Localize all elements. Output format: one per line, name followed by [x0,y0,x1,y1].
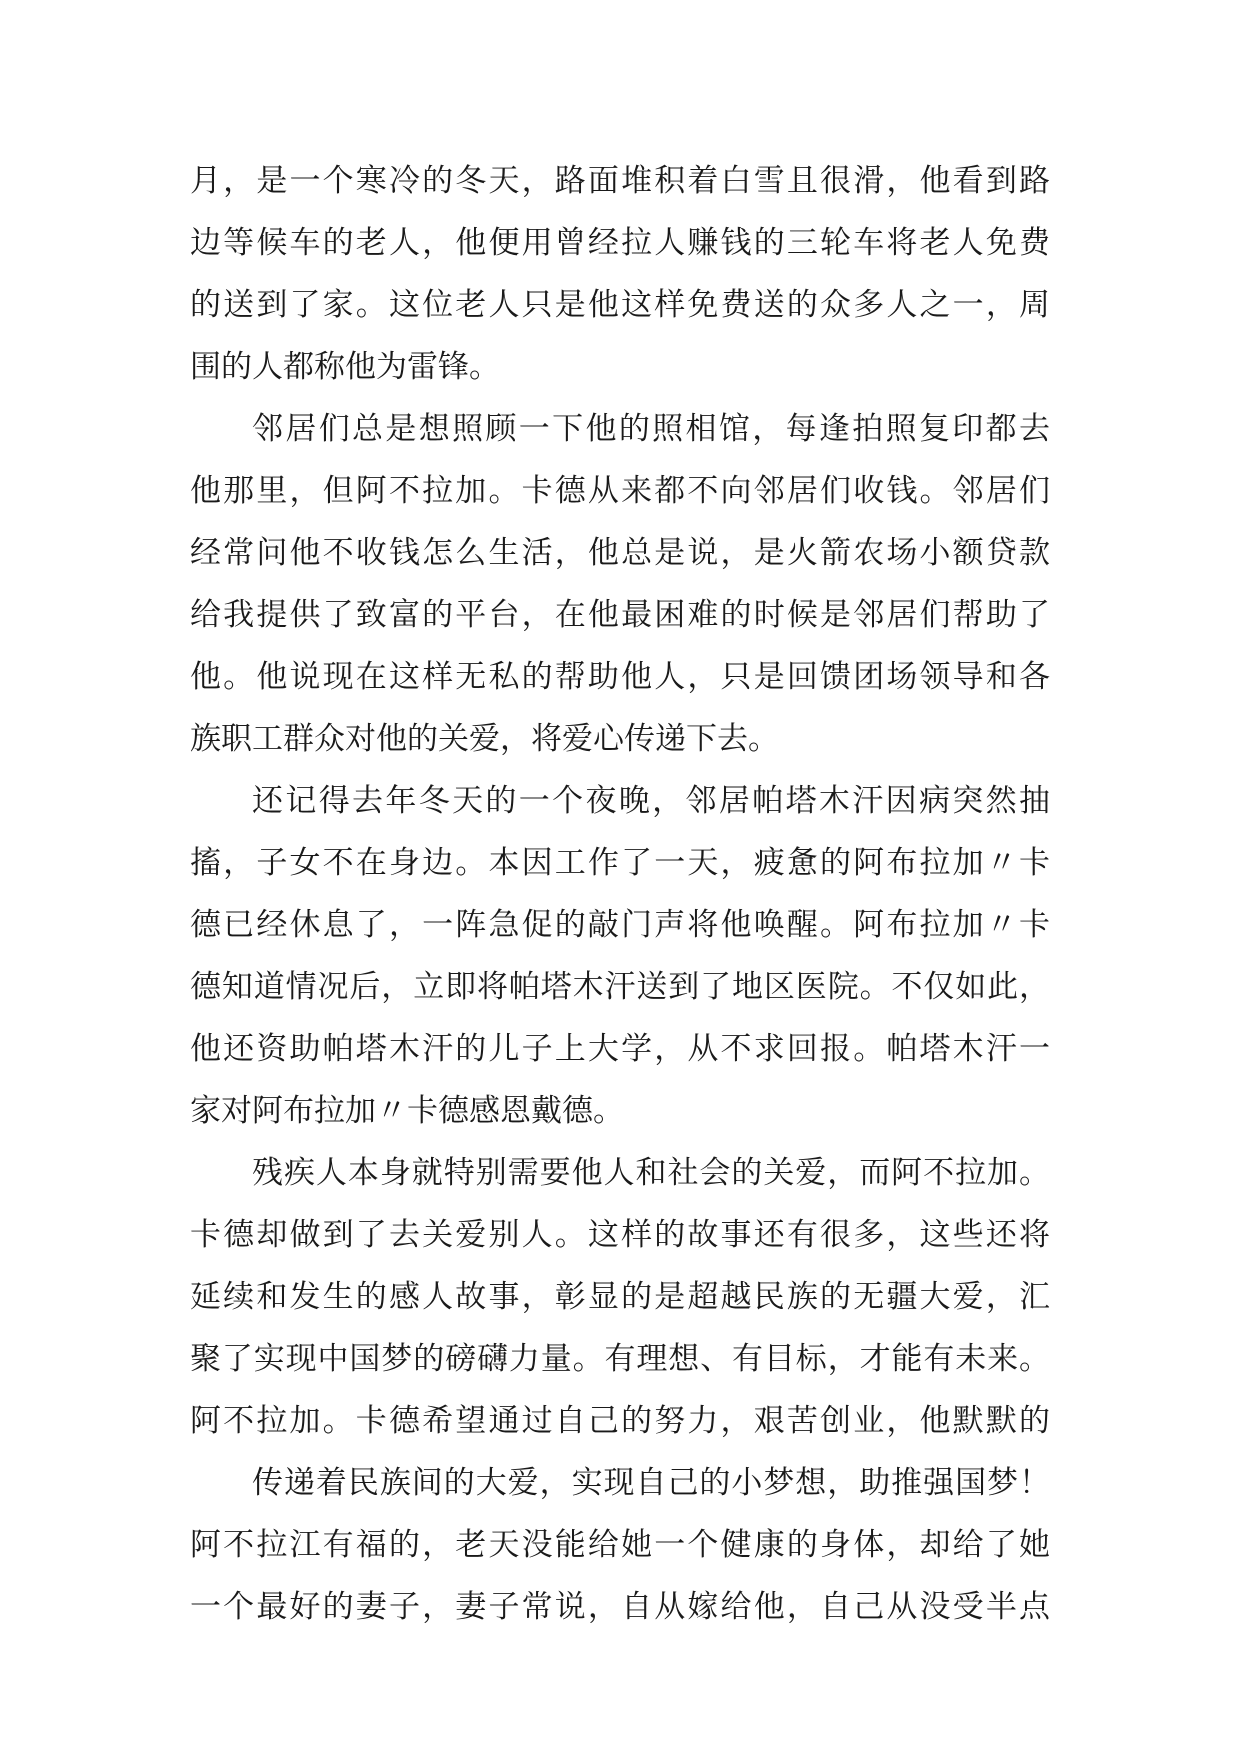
text-line: 延续和发生的感人故事，彰显的是超越民族的无疆大爱，汇 [190,1279,1050,1315]
paragraph-first-line: 邻居们总是想照顾一下他的照相馆，每逢拍照复印都去 [252,411,1050,447]
body-text [190,150,1050,1638]
text-line: 族职工群众对他的关爱，将爱心传递下去。 [190,721,779,757]
paragraph-first-line: 还记得去年冬天的一个夜晚，邻居帕塔木汗因病突然抽 [252,783,1050,819]
text-line: 的送到了家。这位老人只是他这样免费送的众多人之一，周 [190,287,1050,323]
text-line: 卡德却做到了去关爱别人。这样的故事还有很多，这些还将 [190,1217,1050,1253]
text-line: 给我提供了致富的平台，在他最困难的时候是邻居们帮助了 [190,597,1050,633]
paragraph-first-line: 传递着民族间的大爱，实现自己的小梦想，助推强国梦！ [252,1465,1050,1501]
text-line: 他那里，但阿不拉加。卡德从来都不向邻居们收钱。邻居们 [190,473,1050,509]
text-line: 月，是一个寒冷的冬天，路面堆积着白雪且很滑，他看到路 [190,163,1050,199]
text-line: 边等候车的老人，他便用曾经拉人赚钱的三轮车将老人免费 [190,225,1050,261]
text-line: 德知道情况后，立即将帕塔木汗送到了地区医院。不仅如此， [190,969,1050,1005]
text-line: 他还资助帕塔木汗的儿子上大学，从不求回报。帕塔木汗一 [190,1031,1050,1067]
text-line: 家对阿布拉加〃卡德感恩戴德。 [190,1093,624,1129]
text-line: 阿不拉加。卡德希望通过自己的努力，艰苦创业，他默默的 [190,1403,1050,1439]
text-line: 一个最好的妻子，妻子常说，自从嫁给他，自己从没受半点 [190,1589,1050,1625]
text-line: 围的人都称他为雷锋。 [190,349,500,385]
text-line: 阿不拉江有福的，老天没能给她一个健康的身体，却给了她 [190,1527,1050,1563]
text-line: 经常问他不收钱怎么生活，他总是说，是火箭农场小额贷款 [190,535,1050,571]
text-line: 他。他说现在这样无私的帮助他人，只是回馈团场领导和各 [190,659,1050,695]
paragraph-first-line: 残疾人本身就特别需要他人和社会的关爱，而阿不拉加。 [252,1155,1050,1191]
text-line: 搐，子女不在身边。本因工作了一天，疲惫的阿布拉加〃卡 [190,845,1050,881]
text-line: 德已经休息了，一阵急促的敲门声将他唤醒。阿布拉加〃卡 [190,907,1050,943]
text-line: 聚了实现中国梦的磅礴力量。有理想、有目标，才能有未来。 [190,1341,1050,1377]
